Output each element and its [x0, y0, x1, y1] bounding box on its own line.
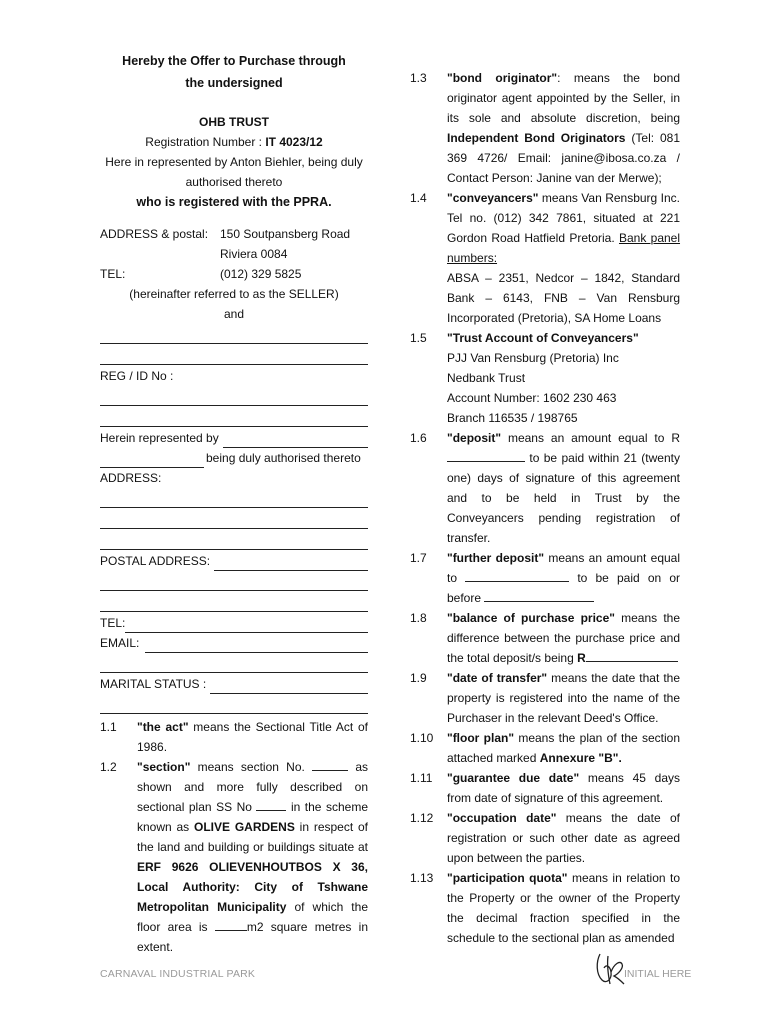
footer-property-name: CARNAVAL INDUSTRIAL PARK [100, 968, 256, 980]
tel2-field[interactable] [125, 617, 368, 633]
clause-number: 1.11 [410, 771, 433, 785]
offer-title [100, 50, 368, 94]
clause-1-1 [100, 717, 368, 757]
clause-text: (Tel: 081 369 4726/ Email: janine@ibosa.co.za / Contact Person: Janine van der Merwe); [447, 131, 680, 185]
address-line1: 150 Soutpansberg Road [220, 227, 351, 241]
postal-row [100, 551, 368, 571]
section-number-field[interactable] [312, 758, 348, 771]
clause-term: "further deposit" [447, 551, 545, 565]
registration-number [100, 132, 368, 152]
postal-label: POSTAL ADDRESS: [100, 554, 211, 568]
clause-term: "date of transfer" [447, 671, 548, 685]
clause-number: 1.13 [410, 871, 434, 885]
email-line-field[interactable] [100, 653, 368, 673]
clause-text: means the date that the property is registered into the name of the Purchaser in the relevant Deed's Office. [447, 671, 681, 725]
clause-1-13 [410, 868, 680, 948]
postal-line-field-2[interactable] [100, 592, 368, 612]
clause-1-9 [410, 668, 680, 728]
clause-1-10 [410, 728, 680, 768]
clause-number: 1.1 [100, 720, 117, 734]
reg-id-label: REG / ID No : [100, 369, 174, 383]
herein-label: Herein represented by [100, 431, 219, 445]
clause-text: as shown and more fully described on sectional plan SS No [137, 760, 368, 814]
represented-line1: Here in represented by Anton Biehler, being duly [105, 155, 363, 169]
clause-number: 1.10 [410, 731, 434, 745]
bank-panel-heading: Bank panel numbers: [447, 231, 681, 265]
clause-term: "section" [137, 760, 191, 774]
clause-1-4 [410, 188, 680, 328]
address-line-field-2[interactable] [100, 509, 368, 529]
address2-label: ADDRESS: [100, 471, 162, 485]
clause-text: means an amount equal to [447, 551, 681, 585]
and-text: and [223, 307, 245, 321]
bond-originator-name: Independent Bond Originators [447, 131, 626, 145]
initial-here-label: INITIAL HERE [624, 968, 692, 980]
clause-number: 1.4 [410, 191, 427, 205]
marital-line-field[interactable] [100, 694, 368, 714]
clause-1-5 [410, 328, 680, 428]
authorised-row [100, 448, 368, 468]
clause-1-7 [410, 548, 680, 608]
initials-signature-icon [594, 950, 626, 986]
clause-term: "the act" [137, 720, 189, 734]
clause-term: "participation quota" [447, 871, 568, 885]
postal-field[interactable] [214, 555, 368, 571]
clause-text: means in relation to the Property or the owner of the Property the decimal fraction specified in the schedule to the sectional plan as amended [447, 871, 680, 945]
clause-number: 1.12 [410, 811, 434, 825]
address-line2: Riviera 0084 [220, 247, 288, 261]
offer-title-line1: Hereby the Offer to Purchase through [122, 54, 346, 68]
clause-text: means 45 days from date of signature of this agreement. [447, 771, 680, 805]
authorised-field[interactable] [100, 455, 204, 468]
clause-text: of which the floor area is [137, 900, 368, 934]
clause-1-2 [100, 757, 368, 957]
sectional-plan-field[interactable] [256, 798, 286, 811]
clause-1-6 [410, 428, 680, 548]
clause-text: means the Sectional Title Act of 1986. [137, 720, 368, 754]
trust-line: PJJ Van Rensburg (Pretoria) Inc [447, 351, 619, 365]
erf-description: ERF 9626 OLIEVENHOUTBOS X 36, Local Authority: City of Tshwane Metropolitan Municipality [137, 860, 368, 914]
clause-text: means Van Rensburg Inc. Tel no. (012) 342 7861, situated at 221 Gordon Road Hatfield Pretoria. [447, 191, 680, 245]
trust-name: OHB TRUST [199, 115, 269, 129]
clause-number: 1.9 [410, 671, 427, 685]
clause-term: "Trust Account of Conveyancers" [447, 331, 639, 345]
tel2-row [100, 613, 368, 633]
ppra-statement: who is registered with the PPRA. [136, 195, 332, 209]
address-line-field-3[interactable] [100, 530, 368, 550]
clause-text: in respect of the land and building or buildings situate at [137, 820, 368, 854]
purchaser-name-line-2[interactable] [100, 345, 368, 365]
clause-number: 1.2 [100, 760, 117, 774]
trust-line: Nedbank Trust [447, 371, 526, 385]
clause-text: in the scheme known as [137, 800, 369, 834]
balance-field[interactable] [586, 649, 678, 662]
reg-value: IT 4023/12 [265, 135, 323, 149]
marital-label: MARITAL STATUS : [100, 677, 207, 691]
bank-panel-list: ABSA – 2351, Nedcor – 1842, Standard Bank – 6143, FNB – Van Rensburg Incorporated (Pretoria), SA Home Loans [447, 271, 680, 325]
trust-line: Account Number: 1602 230 463 [447, 391, 617, 405]
clause-text: m2 square metres in extent. [137, 920, 368, 954]
right-column [410, 68, 680, 948]
clause-term: "bond originator" [447, 71, 558, 85]
tel2-label: TEL: [100, 616, 126, 630]
email-label: EMAIL: [100, 636, 140, 650]
clause-text: means the date of registration or such other date as agreed upon between the parties. [447, 811, 680, 865]
email-field[interactable] [145, 637, 368, 653]
rand-symbol: R [577, 651, 586, 665]
marital-row [100, 674, 368, 694]
clause-1-12 [410, 808, 680, 868]
clause-number: 1.6 [410, 431, 427, 445]
clause-text: to be paid within 21 (twenty one) days of signature of this agreement and to be held in Trust by the Conveyancers pending registration of transfer. [447, 451, 680, 545]
address-label: ADDRESS & postal: [100, 227, 209, 241]
email-row [100, 633, 368, 653]
floor-area-field[interactable] [215, 918, 247, 931]
clause-number: 1.8 [410, 611, 427, 625]
postal-line-field-1[interactable] [100, 571, 368, 591]
clause-number: 1.5 [410, 331, 427, 345]
clause-text: to be paid on or before [447, 571, 681, 605]
clause-1-3 [410, 68, 680, 188]
authorised-label: being duly authorised thereto [206, 451, 361, 465]
clause-term: "balance of purchase price" [447, 611, 615, 625]
deposit-amount-field[interactable] [447, 449, 525, 462]
clause-term: "deposit" [447, 431, 502, 445]
clause-text: means the plan of the section attached marked [447, 731, 680, 765]
reg-label: Registration Number : [145, 135, 266, 149]
clause-text: means an amount equal to R [501, 431, 680, 445]
represented-line2: authorised thereto [185, 175, 283, 189]
herein-field[interactable] [223, 432, 368, 448]
tel-value: (012) 329 5825 [220, 267, 302, 281]
clause-number: 1.7 [410, 551, 427, 565]
clause-term: "guarantee due date" [447, 771, 580, 785]
further-deposit-date-field[interactable] [484, 589, 594, 602]
clause-term: "occupation date" [447, 811, 557, 825]
offer-title-line2: the undersigned [185, 76, 283, 90]
purchaser-name-line-1[interactable] [100, 324, 368, 344]
clause-1-8 [410, 608, 680, 668]
clause-text: : means the bond originator agent appointed by the Seller, in its sole and absolute discretion, being [447, 71, 680, 125]
tel-label: TEL: [100, 267, 126, 281]
clause-1-11 [410, 768, 680, 808]
address-line-field-1[interactable] [100, 488, 368, 508]
clause-text: means section No. [190, 760, 313, 774]
scheme-name: OLIVE GARDENS [194, 820, 295, 834]
clause-term: "conveyancers" [447, 191, 539, 205]
clause-term: "floor plan" [447, 731, 515, 745]
clause-text: means the difference between the purchase price and the total deposit/s being [447, 611, 680, 665]
marital-field[interactable] [210, 678, 368, 694]
seller-note: (hereinafter referred to as the SELLER) [129, 287, 339, 301]
trust-line: Branch 116535 / 198765 [447, 411, 578, 425]
further-deposit-field[interactable] [465, 569, 569, 582]
reg-id-line-2[interactable] [100, 407, 368, 427]
seller-tel [100, 264, 368, 284]
reg-id-line-1[interactable] [100, 386, 368, 406]
annexure-reference: Annexure "B". [539, 751, 622, 765]
herein-row [100, 428, 368, 448]
clause-number: 1.3 [410, 71, 427, 85]
seller-address [100, 224, 368, 264]
left-column [100, 50, 368, 957]
